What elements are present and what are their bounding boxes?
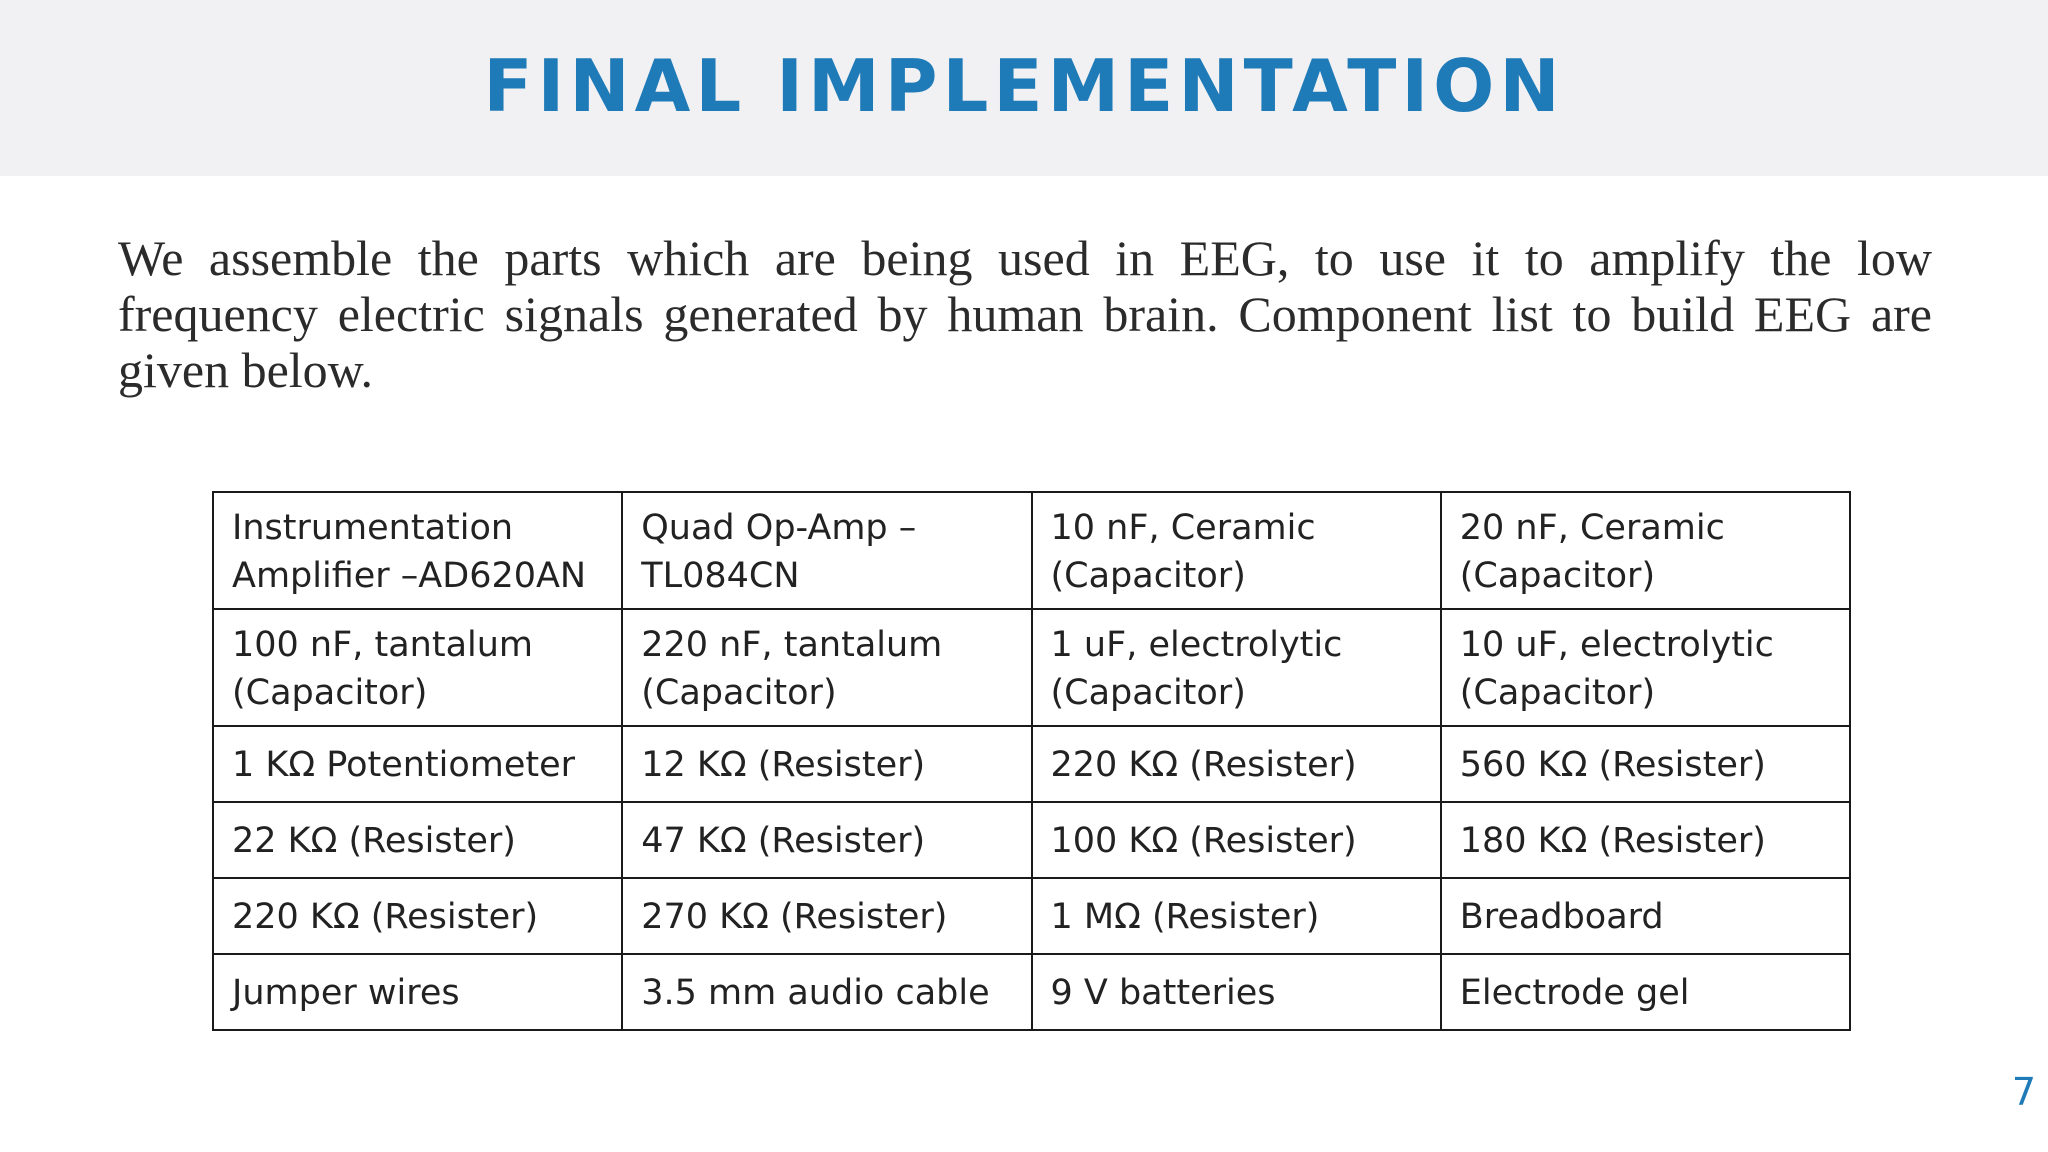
table-cell: 560 KΩ (Resister) — [1441, 726, 1850, 802]
slide-title: FINAL IMPLEMENTATION — [483, 44, 1565, 128]
table-cell: Jumper wires — [213, 954, 622, 1030]
table-cell: 220 KΩ (Resister) — [213, 878, 622, 954]
table-cell: 10 uF, electrolytic (Capacitor) — [1441, 609, 1850, 726]
table-cell: 1 uF, electrolytic (Capacitor) — [1032, 609, 1441, 726]
table-cell: 20 nF, Ceramic (Capacitor) — [1441, 492, 1850, 609]
table-cell: 180 KΩ (Resister) — [1441, 802, 1850, 878]
table-row — [213, 609, 1850, 726]
intro-paragraph: We assemble the parts which are being used in EEG, to use it to amplify the low frequency electric signals generated by human brain. Component list to build EEG are given below. — [118, 230, 1932, 398]
table-cell: 22 KΩ (Resister) — [213, 802, 622, 878]
table-cell: 270 KΩ (Resister) — [622, 878, 1031, 954]
table-row — [213, 954, 1850, 1030]
components-table — [212, 491, 1851, 1031]
table-cell: Quad Op-Amp – TL084CN — [622, 492, 1031, 609]
table-row — [213, 802, 1850, 878]
table-cell: 100 KΩ (Resister) — [1032, 802, 1441, 878]
table-cell: Electrode gel — [1441, 954, 1850, 1030]
table-cell: 12 KΩ (Resister) — [622, 726, 1031, 802]
table-cell: 220 KΩ (Resister) — [1032, 726, 1441, 802]
table-row — [213, 726, 1850, 802]
table-cell: 1 KΩ Potentiometer — [213, 726, 622, 802]
table-cell: 47 KΩ (Resister) — [622, 802, 1031, 878]
table-cell: 10 nF, Ceramic (Capacitor) — [1032, 492, 1441, 609]
table-row — [213, 878, 1850, 954]
table-cell: Breadboard — [1441, 878, 1850, 954]
table-cell: 9 V batteries — [1032, 954, 1441, 1030]
table-row — [213, 492, 1850, 609]
table-cell: Instrumentation Amplifier –AD620AN — [213, 492, 622, 609]
table-cell: 100 nF, tantalum (Capacitor) — [213, 609, 622, 726]
page-number: 7 — [2011, 1070, 2036, 1114]
table-cell: 3.5 mm audio cable — [622, 954, 1031, 1030]
table-cell: 1 MΩ (Resister) — [1032, 878, 1441, 954]
table-cell: 220 nF, tantalum (Capacitor) — [622, 609, 1031, 726]
